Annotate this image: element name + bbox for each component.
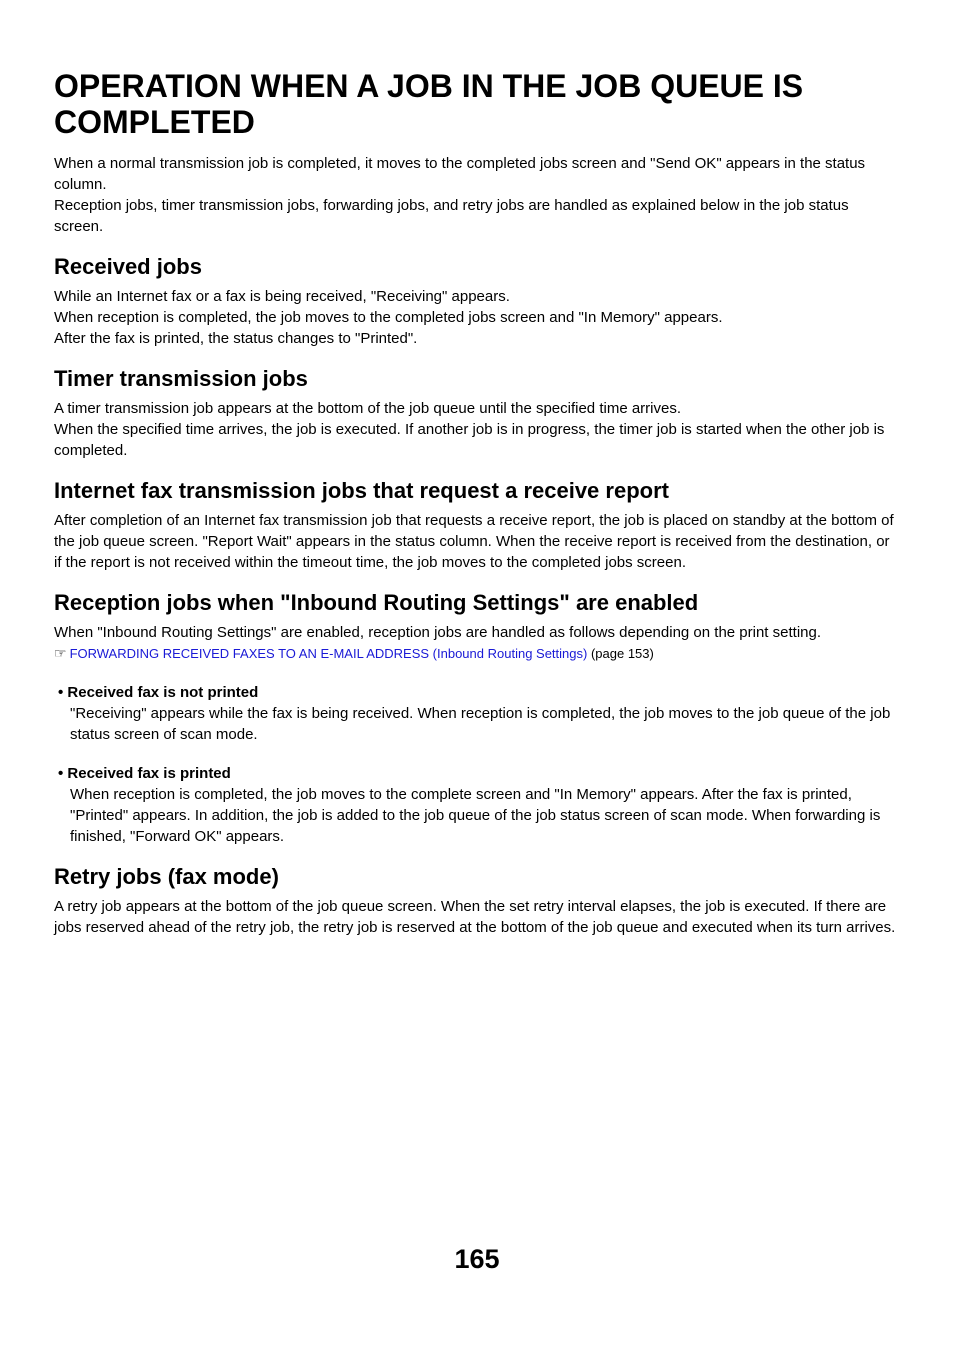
bullet-text: When reception is completed, the job moves to the complete screen and "In Memory" appears. After the fax is printed, "Printed" appears. In addition, the job is added to the job queue of the job status screen of scan mode. When forwarding is finished, "Forward OK" appears. xyxy=(70,786,881,845)
section-heading: Retry jobs (fax mode) xyxy=(54,864,279,889)
section-heading: Internet fax transmission jobs that request a receive report xyxy=(54,478,669,503)
paragraph: A timer transmission job appears at the bottom of the job queue until the specified time arrives. xyxy=(54,400,681,417)
intro xyxy=(54,153,900,237)
bullet-item xyxy=(54,763,900,847)
forwarding-link[interactable]: FORWARDING RECEIVED FAXES TO AN E-MAIL ADDRESS (Inbound Routing Settings) xyxy=(69,646,588,661)
section-heading: Received jobs xyxy=(54,254,202,279)
pointing-hand-icon: ☞ xyxy=(54,645,67,661)
ref-page: (page 153) xyxy=(590,646,654,661)
paragraph: After the fax is printed, the status changes to "Printed". xyxy=(54,330,418,347)
section-heading: Timer transmission jobs xyxy=(54,366,308,391)
paragraph: While an Internet fax or a fax is being received, "Receiving" appears. xyxy=(54,288,510,305)
paragraph: When the specified time arrives, the job is executed. If another job is in progress, the timer job is started when the other job is completed. xyxy=(54,421,885,459)
bullet-title: • Received fax is not printed xyxy=(58,684,259,701)
intro-paragraph: Reception jobs, timer transmission jobs, forwarding jobs, and retry jobs are handled as explained below in the job status screen. xyxy=(54,197,849,235)
page-content xyxy=(54,68,900,938)
intro-paragraph: When a normal transmission job is completed, it moves to the completed jobs screen and "Send OK" appears in the status column. xyxy=(54,155,866,193)
paragraph: A retry job appears at the bottom of the job queue screen. When the set retry interval elapses, the job is executed. If there are jobs reserved ahead of the retry job, the retry job is reserved at the bottom of the job queue and executed when its turn arrives. xyxy=(54,898,896,936)
paragraph: When reception is completed, the job moves to the completed jobs screen and "In Memory" appears. xyxy=(54,309,723,326)
section-received-jobs xyxy=(54,253,900,349)
section-inbound-routing xyxy=(54,589,900,847)
paragraph: After completion of an Internet fax transmission job that requests a receive report, the job is placed on standby at the bottom of the job queue screen. "Report Wait" appears in the status column. When the receive report is received from the destination, or if the report is not received within the timeout time, the job moves to the completed jobs screen. xyxy=(54,512,894,571)
page-title: OPERATION WHEN A JOB IN THE JOB QUEUE IS COMPLETED xyxy=(54,68,804,140)
bullet-text: "Receiving" appears while the fax is being received. When reception is completed, the job moves to the job queue of the job status screen of scan mode. xyxy=(70,705,891,743)
section-timer-jobs xyxy=(54,365,900,461)
section-retry-jobs xyxy=(54,863,900,938)
cross-reference xyxy=(54,643,900,664)
bullet-title: • Received fax is printed xyxy=(58,765,231,782)
section-ifax-jobs xyxy=(54,477,900,573)
section-heading: Reception jobs when "Inbound Routing Settings" are enabled xyxy=(54,590,699,615)
bullet-item xyxy=(54,682,900,745)
page-number: 165 xyxy=(454,1244,500,1274)
paragraph: When "Inbound Routing Settings" are enabled, reception jobs are handled as follows depending on the print setting. xyxy=(54,624,821,641)
